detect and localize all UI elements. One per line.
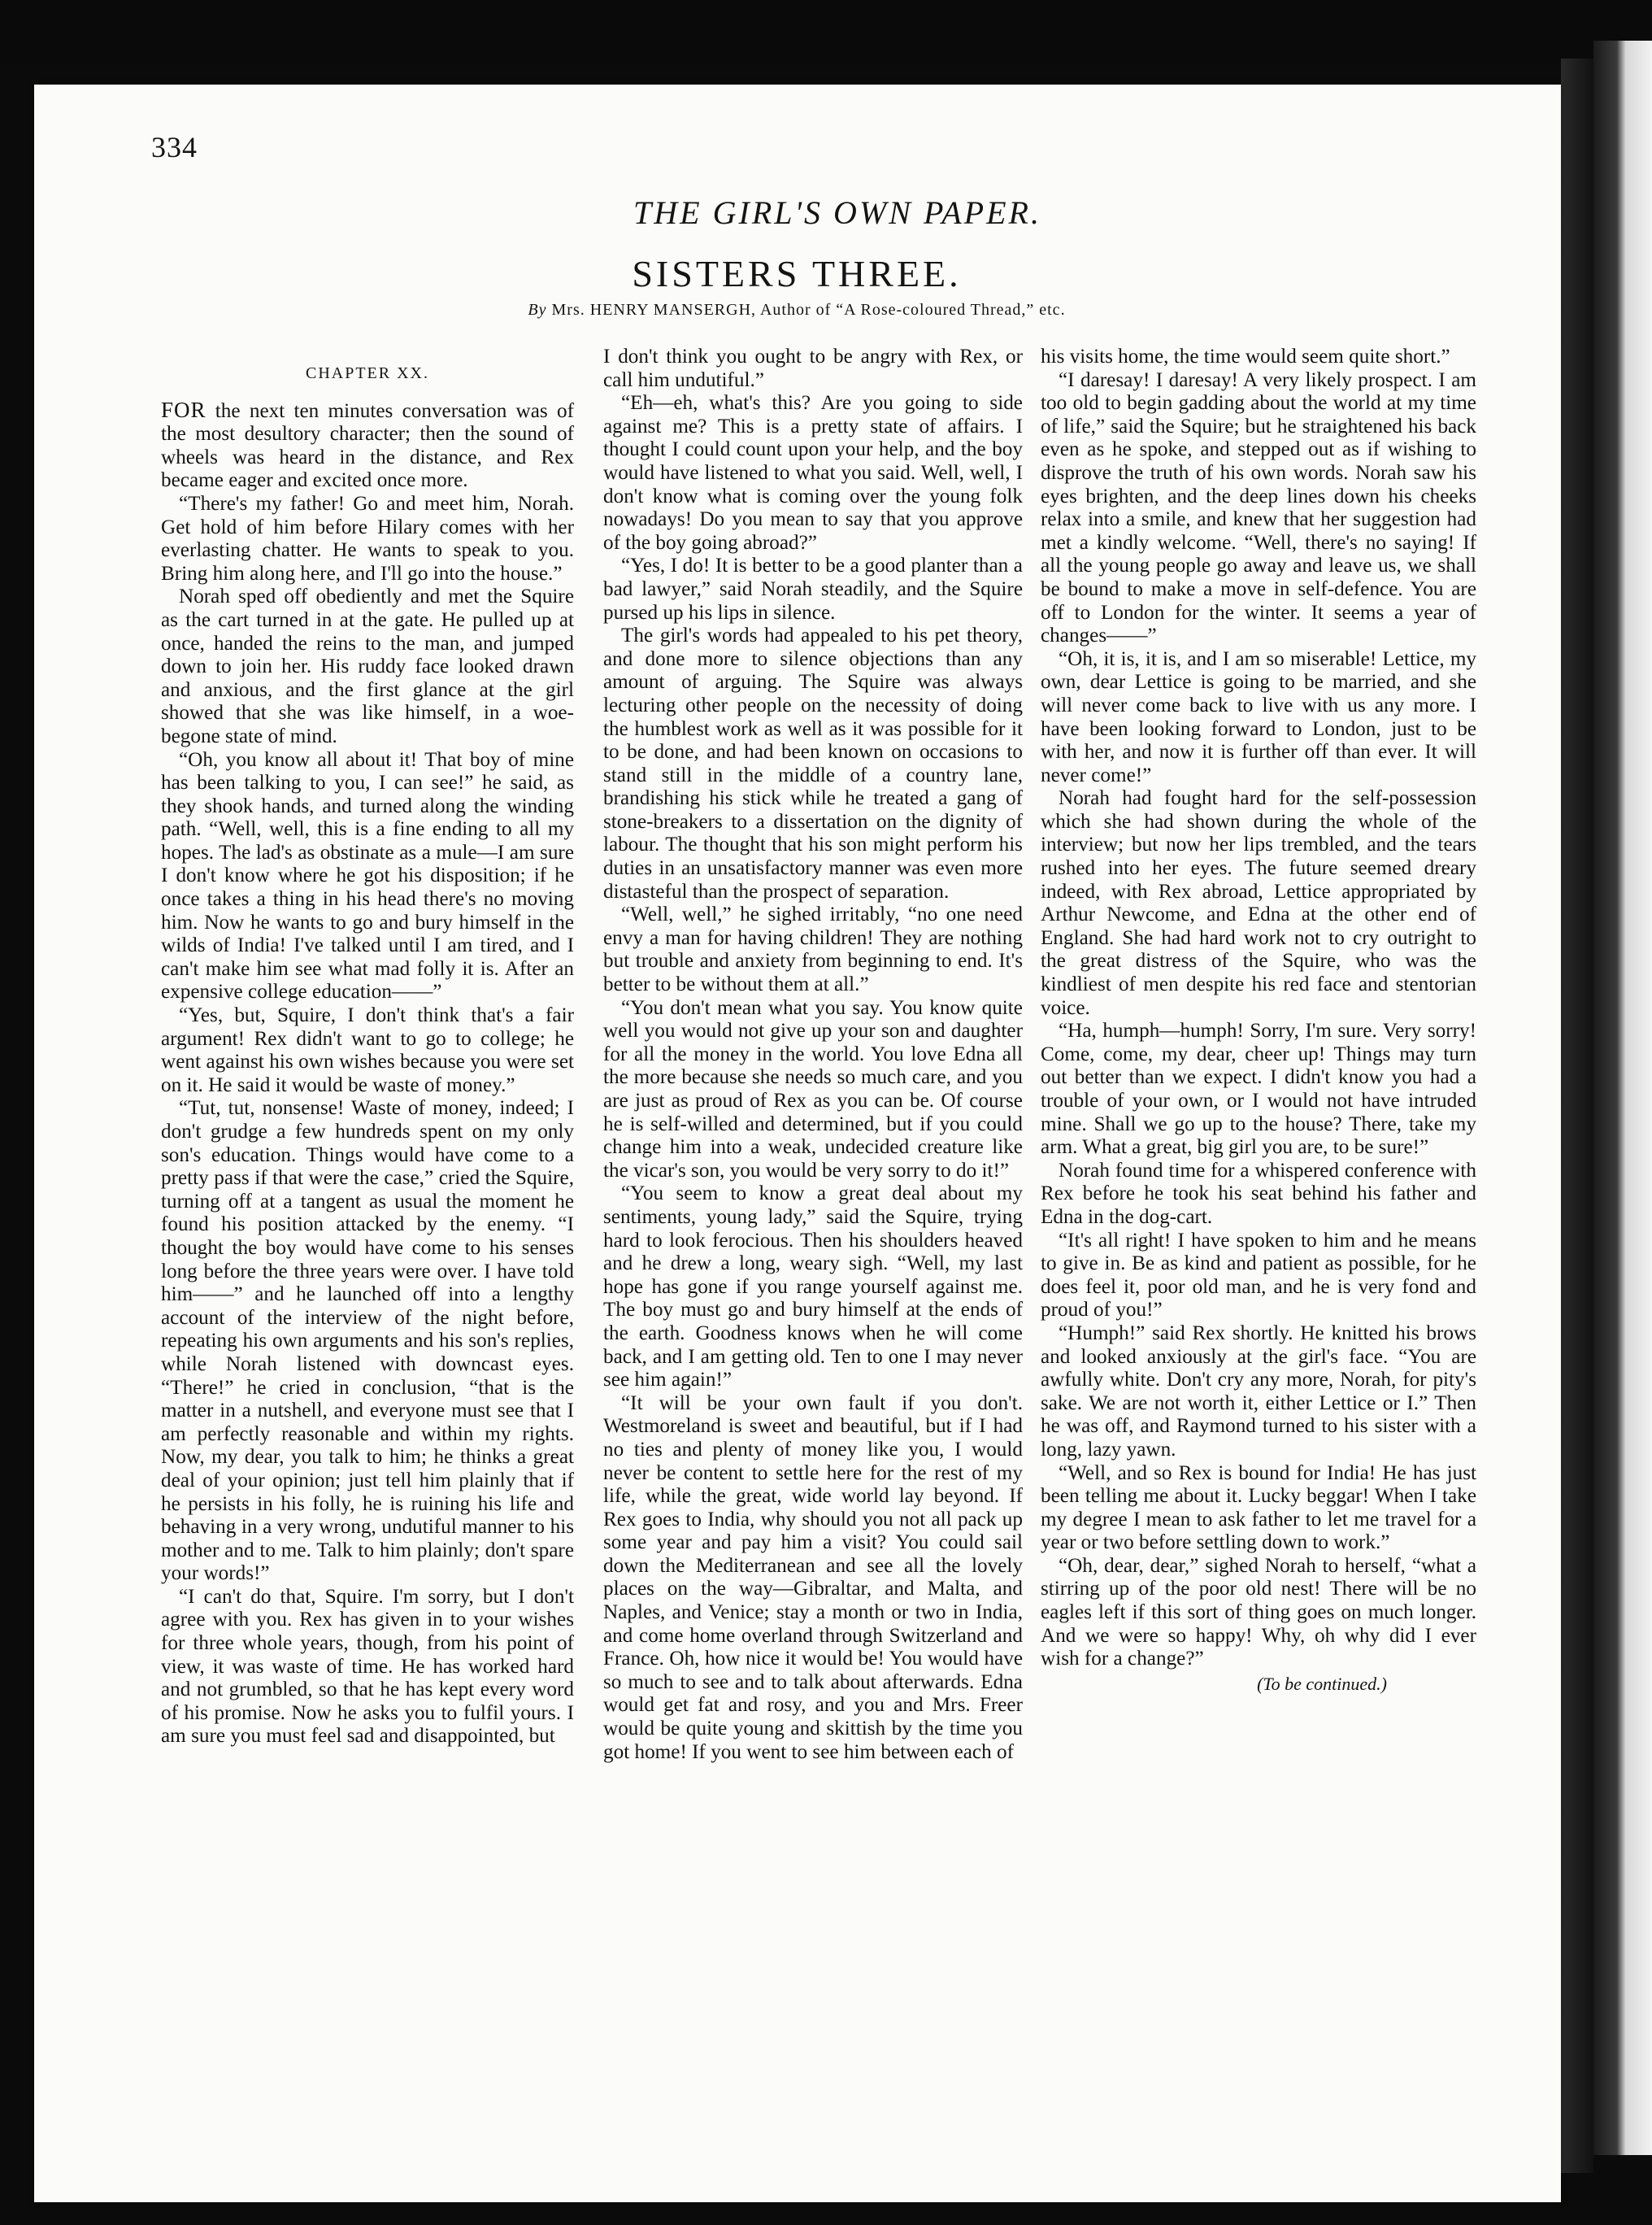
paragraph: I don't think you ought to be angry with Rex, or call him undutiful.” (603, 346, 1023, 391)
article-title: SISTERS THREE. (632, 253, 962, 294)
paragraph-text: the next ten minutes conversation was of the most desultory character; then the sound of wheels was heard in the distance, and Rex became eager and excited once more. (161, 399, 574, 492)
scan-background-top (0, 0, 1652, 65)
paragraph: “Yes, but, Squire, I don't think that's a fair argument! Rex didn't want to go to college; he went against his own wishes because you were set on it. He said it would be waste of money.” (161, 1004, 574, 1096)
byline (350, 301, 1244, 320)
to-be-continued: (To be continued.) (1257, 1673, 1387, 1694)
paragraph: Norah sped off obediently and met the Squire as the cart turned in at the gate. He pulled up at once, handed the reins to the man, and jumped down to join her. His ruddy face looked drawn and anxious, and the first glance at the girl showed that she was like himself, in a woe-begone state of mind. (161, 586, 574, 747)
paragraph (161, 398, 574, 493)
paragraph: “Eh—eh, what's this? Are you going to side against me? This is a pretty state of affairs. I thought I could count upon your help, and the boy would have listened to what you said. Well, well, I don't know what is coming over the young folk nowadays! Do you mean to say that you approve of the boy going abroad?” (603, 392, 1023, 554)
paragraph: “Well, and so Rex is bound for India! He has just been telling me about it. Lucky beggar! When I take my degree I mean to ask father to let me travel for a year or two before settling down to work.” (1041, 1461, 1476, 1554)
page-number: 334 (151, 131, 198, 163)
paragraph: “It will be your own fault if you don't. Westmoreland is sweet and beautiful, but if I had no ties and plenty of money like you, I would never be content to settle here for the rest of my life, while the great, wide world lay beyond. If Rex goes to India, why should you not all pack up some year and pay him a visit? You could sail down the Mediterranean and see all the lovely places on the way—Gibraltar, and Malta, and Naples, and Venice; stay a month or two in India, and come home overland through Switzerland and France. Oh, how nice it would be! You would have so much to see and to talk about afterwards. Edna would get fat and rosy, and you and Mrs. Freer would be quite young and skittish by the time you got home! If you went to see him between each of (603, 1391, 1023, 1763)
byline-suffix: Author of “A Rose-coloured Thread,” etc. (759, 301, 1066, 319)
byline-prefix: By (528, 301, 547, 319)
paragraph: The girl's words had appealed to his pet theory, and done more to silence objections than any amount of arguing. The Squire was always lecturing other people on the necessity of doing the humblest work as well as it was possible for it to be done, and had been known on occasions to stand still in the middle of a country lane, brandishing his stick while he treated a gang of stone-breakers to a dissertation on the dignity of labour. The thought that his son might perform his duties in an unsatisfactory manner was even more distasteful than the prospect of separation. (603, 625, 1023, 903)
paragraph: “Tut, tut, nonsense! Waste of money, indeed; I don't grudge a few hundreds spent on my only son's education. Things would have come to a pretty pass if that were the case,” cried the Squire, turning off at a tangent as usual the moment he found his position attacked by the enemy. “I thought the boy would have come to his senses long before the three years were over. I have told him——” and he launched off into a lengthy account of the interview of the night before, repeating his own arguments and his son's replies, while Norah listened with downcast eyes. “There!” he cried in conclusion, “that is the matter in a nutshell, and everyone must see that I am perfectly reasonable and within my rights. Now, my dear, you talk to him; he thinks a great deal of your opinion; just tell him plainly that if he persists in his folly, he is ruining his life and behaving in a very wrong, undutiful manner to his mother and to me. Talk to him plainly; don't spare your words!” (161, 1097, 574, 1585)
paragraph: “Oh, it is, it is, and I am so miserable! Lettice, my own, dear Lettice is going to be married, and she will never come back to live with us any more. I have been looking forward to London, just to be with her, and now it is further off than ever. It will never come!” (1041, 647, 1476, 786)
paragraph: “It's all right! I have spoken to him and he means to give in. Be as kind and patient as possible, for he does feel it, poor old man, and he is very fond and proud of you!” (1041, 1229, 1476, 1322)
running-head: THE GIRL'S OWN PAPER. (633, 194, 1041, 231)
opening-word: FOR (161, 397, 206, 422)
paragraph: “Ha, humph—humph! Sorry, I'm sure. Very sorry! Come, come, my dear, cheer up! Things may turn out better than we expect. I didn't know you had a trouble of your own, or I would not have intruded mine. Shall we go up to the house? There, take my arm. What a great, big girl you are, to be sure!” (1041, 1020, 1476, 1159)
paragraph: “Oh, you know all about it! That boy of mine has been talking to you, I can see!” he said, as they shook hands, and turned along the winding path. “Well, well, this is a fine ending to all my hopes. The lad's as obstinate as a mule—I am sure I don't know where he got his disposition; if he once takes a thing in his head there's no moving him. Now he wants to go and bury himself in the wilds of India! I've talked until I am tired, and I can't make him see what mad folly it is. After an expensive college education——” (161, 748, 574, 1004)
text-column-1 (161, 346, 574, 1748)
page-gutter-shadow (1561, 59, 1593, 2173)
text-column-2 (603, 346, 1023, 1764)
facing-page-edge (1593, 41, 1652, 2155)
text-column-3 (1041, 346, 1476, 1696)
paragraph: “Yes, I do! It is better to be a good planter than a bad lawyer,” said Norah steadily, and the Squire pursed up his lips in silence. (603, 555, 1023, 624)
paragraph: “You don't mean what you say. You know quite well you would not give up your son and daughter for all the money in the world. You love Edna all the more because she needs so much care, and you are just as proud of Rex as you can be. Of course he is self-willed and determined, but if you could change him into a weak, undecided creature like the vicar's son, you would be very sorry to do it!” (603, 996, 1023, 1182)
paragraph: “You seem to know a great deal about my sentiments, young lady,” said the Squire, trying hard to look ferocious. Then his shoulders heaved and he drew a long, weary sigh. “Well, my last hope has gone if you range yourself against me. The boy must go and bury himself at the ends of the earth. Goodness knows when he will come back, and I am getting old. Ten to one I may never see him again!” (603, 1182, 1023, 1391)
paragraph: “I daresay! I daresay! A very likely prospect. I am too old to begin gadding about the world at my time of life,” said the Squire; but he straightened his back even as he spoke, and stepped out as if wishing to disprove the truth of his own words. Norah saw his eyes brighten, and the deep lines down his cheeks relax into a smile, and knew that her suggestion had met a kindly welcome. “Well, there's no saying! If all the young people go away and leave us, we shall be bound to make a move in self-defence. You are off to London for the winter. It seems a year of changes——” (1041, 368, 1476, 647)
byline-author: Mrs. HENRY MANSERGH, (551, 301, 757, 319)
paragraph: Norah found time for a whispered conference with Rex before he took his seat behind his father and Edna in the dog-cart. (1041, 1159, 1476, 1228)
paragraph: his visits home, the time would seem quite short.” (1041, 346, 1450, 368)
paragraph: “Humph!” said Rex shortly. He knitted his brows and looked anxiously at the girl's face. “You are awfully white. Don't cry any more, Norah, for pity's sake. We are not worth it, either Lettice or I.” Then he was off, and Raymond turned to his sister with a long, lazy yawn. (1041, 1322, 1476, 1461)
paragraph: “I can't do that, Squire. I'm sorry, but I don't agree with you. Rex has given in to your wishes for three whole years, though, from his point of view, it was waste of time. He has worked hard and not grumbled, so that he has kept every word of his promise. Now he asks you to fulfil yours. I am sure you must feel sad and disappointed, but (161, 1585, 574, 1748)
paragraph: “Oh, dear, dear,” sighed Norah to herself, “what a stirring up of the poor old nest! There will be no eagles left if this sort of thing goes on much longer. And we were so happy! Why, oh why did I ever wish for a change?” (1041, 1554, 1476, 1670)
chapter-heading: CHAPTER XX. (305, 364, 429, 382)
paragraph: “There's my father! Go and meet him, Norah. Get hold of him before Hilary comes with her everlasting chatter. He wants to speak to you. Bring him along here, and I'll go into the house.” (161, 492, 574, 585)
paragraph: Norah had fought hard for the self-possession which she had shown during the whole of the interview; but now her lips trembled, and the tears rushed into her eyes. The future seemed dreary indeed, with Rex abroad, Lettice appropriated by Arthur Newcome, and Edna at the other end of England. She had hard work not to cry outright to the great distress of the Squire, who was the kindliest of men despite his red face and stentorian voice. (1041, 787, 1476, 1019)
paragraph: “Well, well,” he sighed irritably, “no one need envy a man for having children! They are nothing but trouble and anxiety from beginning to end. It's better to be without them at all.” (603, 903, 1023, 996)
